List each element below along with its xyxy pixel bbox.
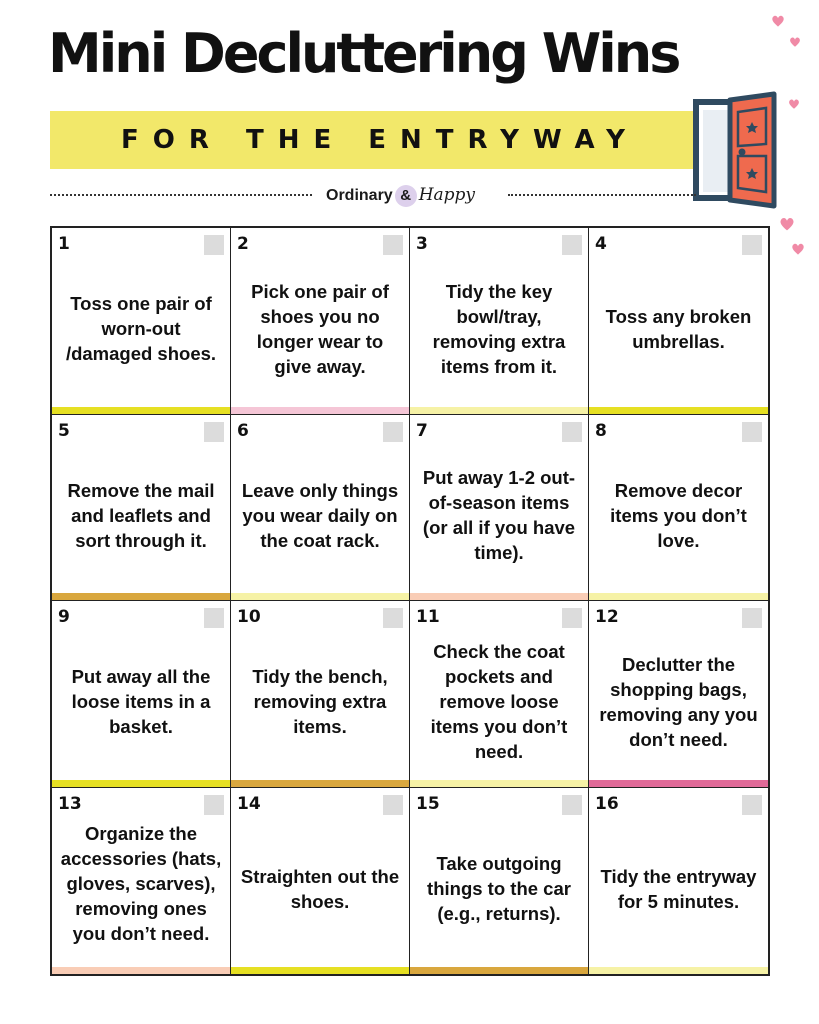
- task-card: [589, 228, 768, 415]
- task-color-strip: [589, 967, 768, 974]
- dotted-line-left: [50, 194, 312, 196]
- task-grid: [50, 226, 770, 976]
- task-checkbox[interactable]: [742, 795, 762, 815]
- task-color-strip: [410, 780, 588, 787]
- task-text: Take outgoing things to the car (e.g., returns).: [427, 853, 571, 925]
- task-color-strip: [231, 967, 409, 974]
- task-text: Pick one pair of shoes you no longer wear to give away.: [251, 280, 389, 377]
- heart-icon: [789, 36, 801, 48]
- page-title: Mini Decluttering Wins: [48, 22, 679, 85]
- task-number: 4: [595, 234, 607, 254]
- task-card: [589, 415, 768, 602]
- brand-left: Ordinary: [326, 187, 393, 204]
- subtitle-text: FOR THE ENTRYWAY: [121, 125, 639, 155]
- task-color-strip: [410, 407, 588, 414]
- task-card: [589, 601, 768, 788]
- heart-icon: [771, 14, 785, 28]
- task-text: Declutter the shopping bags, removing any you don’t need.: [599, 653, 758, 750]
- task-checkbox[interactable]: [204, 422, 224, 442]
- task-number: 13: [58, 793, 82, 814]
- task-checkbox[interactable]: [562, 608, 582, 628]
- task-color-strip: [231, 407, 409, 414]
- task-number: 8: [595, 420, 607, 441]
- task-text: Tidy the bench, removing extra items.: [252, 666, 388, 738]
- task-card: [410, 788, 589, 975]
- brand-ampersand: &: [395, 185, 417, 207]
- task-checkbox[interactable]: [383, 608, 403, 628]
- task-text: Toss one pair of worn-out /damaged shoes.: [65, 293, 217, 365]
- task-checkbox[interactable]: [562, 235, 582, 255]
- task-number: 3: [416, 234, 428, 254]
- task-checkbox[interactable]: [204, 608, 224, 628]
- heart-icon: [788, 98, 800, 110]
- brand-logo: [326, 183, 506, 207]
- task-number: 1: [58, 234, 70, 254]
- brand-divider: [50, 183, 696, 207]
- task-text: Check the coat pockets and remove loose items you don’t need.: [430, 641, 568, 763]
- task-card: [410, 601, 589, 788]
- open-door-icon: [690, 90, 780, 210]
- heart-icon: [791, 242, 805, 256]
- task-color-strip: [589, 780, 768, 787]
- task-card: [410, 415, 589, 602]
- task-color-strip: [52, 407, 230, 414]
- task-number: 6: [237, 420, 249, 441]
- task-number: 10: [237, 607, 261, 627]
- task-color-strip: [589, 593, 768, 600]
- task-number: 11: [416, 607, 440, 627]
- task-color-strip: [52, 780, 230, 787]
- task-card: [52, 788, 231, 975]
- task-number: 5: [58, 420, 70, 441]
- task-color-strip: [589, 407, 768, 414]
- task-text: Remove decor items you don’t love.: [610, 479, 747, 551]
- task-card: [231, 228, 410, 415]
- task-card: [231, 788, 410, 975]
- task-checkbox[interactable]: [383, 795, 403, 815]
- task-card: [52, 415, 231, 602]
- task-checkbox[interactable]: [204, 235, 224, 255]
- task-card: [231, 415, 410, 602]
- task-text: Tidy the entryway for 5 minutes.: [600, 865, 757, 912]
- task-checkbox[interactable]: [383, 422, 403, 442]
- task-number: 12: [595, 607, 619, 627]
- task-card: [52, 601, 231, 788]
- task-color-strip: [231, 780, 409, 787]
- subtitle-banner: [50, 111, 696, 169]
- task-text: Organize the accessories (hats, gloves, scarves), removing ones you don’t need.: [60, 823, 222, 945]
- task-card: [231, 601, 410, 788]
- task-card: [410, 228, 589, 415]
- task-number: 16: [595, 793, 619, 814]
- task-text: Toss any broken umbrellas.: [605, 305, 752, 352]
- task-text: Leave only things you wear daily on the coat rack.: [241, 479, 399, 551]
- task-color-strip: [410, 967, 588, 974]
- task-checkbox[interactable]: [383, 235, 403, 255]
- task-text: Put away all the loose items in a basket.: [71, 666, 211, 738]
- task-color-strip: [231, 593, 409, 600]
- task-text: Remove the mail and leaflets and sort through it.: [67, 479, 215, 551]
- heart-icon: [779, 216, 795, 232]
- task-text: Put away 1-2 out-of-season items (or all if you have time).: [422, 467, 576, 564]
- task-checkbox[interactable]: [742, 608, 762, 628]
- task-number: 7: [416, 420, 428, 441]
- task-number: 2: [237, 234, 249, 254]
- task-card: [589, 788, 768, 975]
- task-number: 15: [416, 793, 440, 814]
- brand-right: Happy: [418, 185, 476, 205]
- task-card: [52, 228, 231, 415]
- task-checkbox[interactable]: [562, 795, 582, 815]
- dotted-line-right: [508, 194, 696, 196]
- task-text: Straighten out the shoes.: [240, 865, 400, 912]
- task-checkbox[interactable]: [742, 422, 762, 442]
- task-checkbox[interactable]: [562, 422, 582, 442]
- task-text: Tidy the key bowl/tray, removing extra items from it.: [432, 280, 566, 377]
- task-color-strip: [52, 967, 230, 974]
- task-checkbox[interactable]: [742, 235, 762, 255]
- task-number: 9: [58, 607, 70, 627]
- task-number: 14: [237, 793, 261, 814]
- task-color-strip: [410, 593, 588, 600]
- task-color-strip: [52, 593, 230, 600]
